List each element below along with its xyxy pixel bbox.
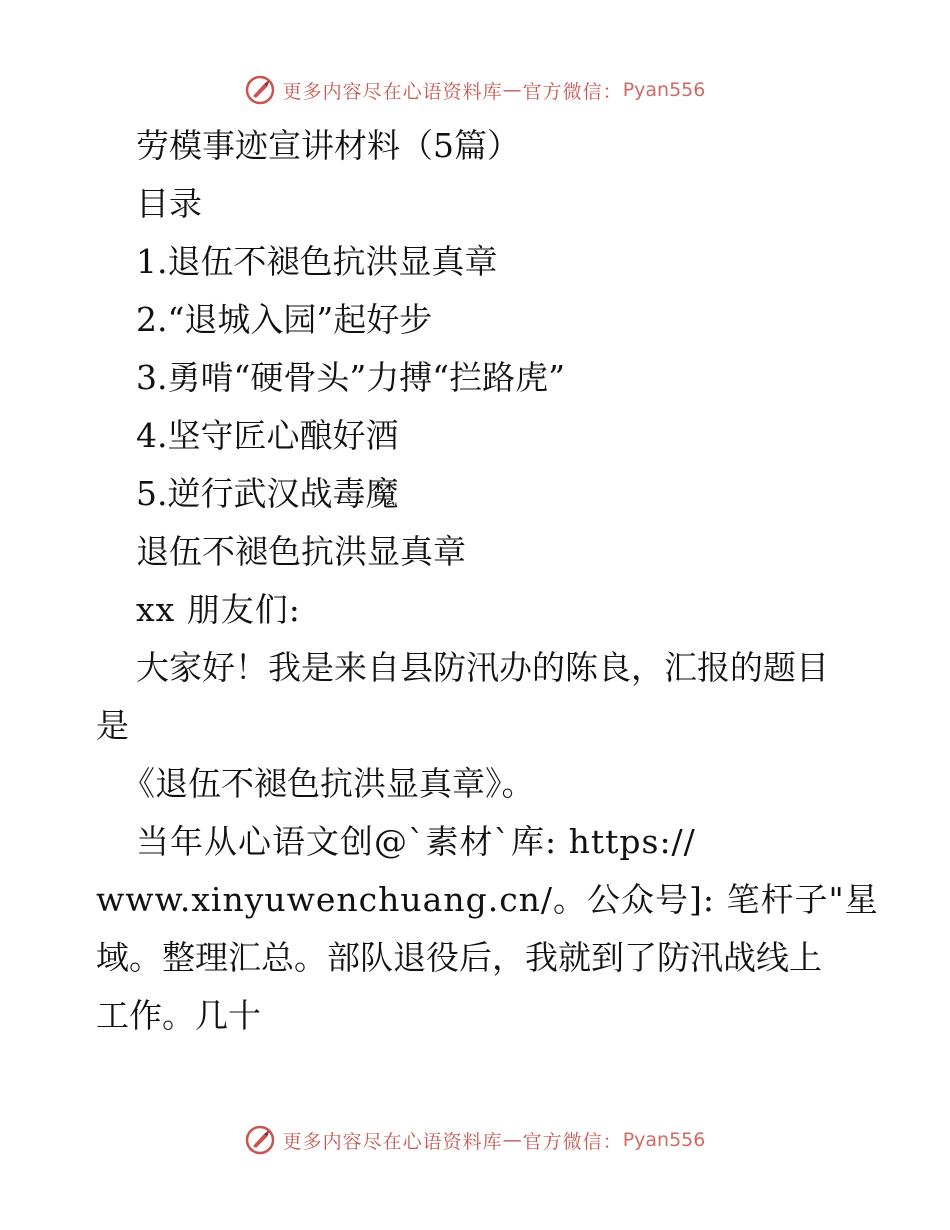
document-title: 劳模事迹宣讲材料（5篇） [136, 126, 520, 165]
toc-item-3: 3.勇啃“硬骨头”力搏“拦路虎” [136, 358, 565, 397]
header-watermark-banner [0, 70, 950, 110]
paragraph-line: 是 [96, 706, 129, 745]
banner-separator: — [502, 1129, 523, 1151]
paragraph-line: www.xinyuwenchuang.cn/。公众号]: 笔杆子"星 [96, 880, 879, 919]
salutation: xx 朋友们: [136, 590, 301, 629]
paragraph-line: 域。整理汇总。部队退役后，我就到了防汛战线上 [96, 938, 822, 977]
toc-item-2: 2.“退城入园”起好步 [136, 300, 433, 339]
banner-brand-text: 更多内容尽在心语资料库 [282, 1130, 503, 1153]
document-body [96, 117, 879, 1045]
banner-brand-text: 更多内容尽在心语资料库 [282, 80, 503, 103]
paragraph-line: 当年从心语文创@`素材`库: https:// [136, 822, 696, 861]
toc-heading: 目录 [136, 184, 202, 223]
banner-wechat-id: Pyan556 [622, 1129, 706, 1151]
pen-nib-logo-icon [245, 1125, 275, 1155]
banner-wechat-id: Pyan556 [622, 79, 706, 101]
toc-item-5: 5.逆行武汉战毒魔 [136, 474, 399, 513]
banner-official-label: 官方微信： [522, 1130, 623, 1153]
paragraph-line: 大家好！我是来自县防汛办的陈良，汇报的题目 [136, 648, 829, 687]
paragraph-line: 《退伍不褪色抗洪显真章》。 [122, 764, 535, 803]
banner-separator: — [502, 79, 523, 101]
toc-item-4: 4.坚守匠心酿好酒 [136, 416, 399, 455]
section-title: 退伍不褪色抗洪显真章 [136, 532, 466, 571]
pen-nib-logo-icon [245, 75, 275, 105]
paragraph-line: 工作。几十 [96, 996, 261, 1035]
toc-item-1: 1.退伍不褪色抗洪显真章 [136, 242, 498, 281]
banner-official-label: 官方微信： [522, 80, 623, 103]
footer-watermark-banner [0, 1120, 950, 1160]
